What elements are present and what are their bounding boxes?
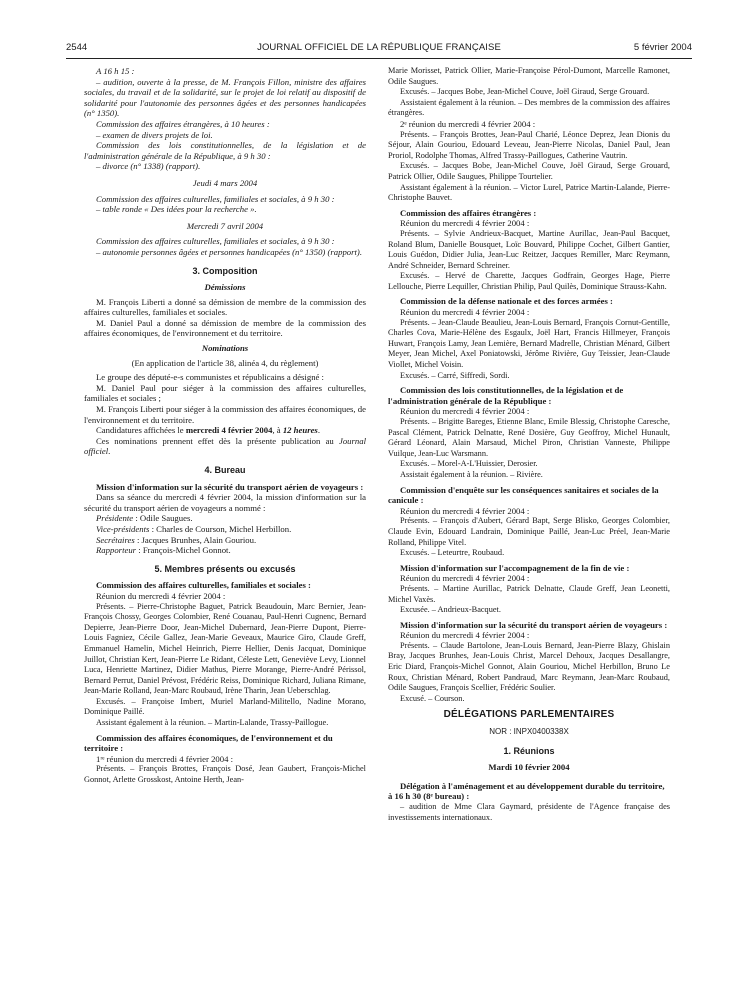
meeting-line: Réunion du mercredi 4 février 2004 : (400, 630, 530, 641)
also-present: Assistait également à la réunion. – Rivière. (400, 469, 543, 479)
paragraph: Présidente : Odile Saugues. (96, 513, 193, 524)
meeting-line: Réunion du mercredi 4 février 2004 : (400, 573, 530, 584)
paragraph: M. Daniel Paul a donné sa démission de membre de la commission des affaires économiques, de l'environnement et du territoire. (84, 317, 366, 339)
excused: Excusés. – Françoise Imbert, Muriel Marland-Militello, Nadine Morano, Dominique Paillé. (84, 696, 366, 717)
meeting-line: Réunion du mercredi 4 février 2004 : (400, 406, 530, 417)
excused: Excusés. – Jacques Bobe, Jean-Michel Couve, Joël Giraud, Serge Grouard. (400, 87, 650, 97)
attendees: Présents. – Jean-Claude Beaulieu, Jean-Louis Bernard, François Cornut-Gentille, Charles Cova, Marie-Hélène des Esgaulx, Joël Hart, Francis Hillmeyer, François Huwart, François Lamy, Jean Lemière, Bernard Madrelle, Christian Ménard, Gilbert Meyer, Jean Michel, Axel Poniatowski, Jérôme Rivière, Guy Teissier, Jean-Claude Viollet, Michel Voisin. (388, 317, 670, 370)
excused: Excusés. – Carré, Siffredi, Sordi. (400, 370, 510, 380)
paragraph: Secrétaires : Jacques Brunhes, Alain Gouriou. (96, 534, 257, 545)
section-heading: 5. Membres présents ou excusés (154, 563, 296, 574)
attendees: Présents. – Brigitte Bareges, Etienne Blanc, Emile Blessig, Christophe Caresche, Pascal Clément, Patrick Delnatte, René Dosière, Guy Geoffroy, Michel Hunault, Gérard Léonard, Alain Marsaud, Michel Piron, Christian Vanneste, Philippe Vuilque, Jean-Luc Warsmann. (388, 417, 670, 458)
attendees: Marie Morisset, Patrick Ollier, Marie-Françoise Pérol-Dumont, Marcelle Ramonet, Odile Saugues. (388, 66, 670, 86)
meeting-line: 1ʳᵉ réunion du mercredi 4 février 2004 : (96, 753, 234, 764)
subsection-heading: Nominations (201, 343, 249, 354)
attendees: Présents. – François Brottes, François Dosé, Jean Gaubert, François-Michel Gonnot, Arlette Grosskost, Antoine Herth, Jean- (84, 764, 366, 785)
commission-line: Commission des affaires culturelles, familiales et sociales, à 9 h 30 : (96, 236, 335, 247)
delegations-heading: DÉLÉGATIONS PARLEMENTAIRES (443, 709, 615, 721)
mission-heading: Mission d'information sur l'accompagnement de la fin de vie : (400, 562, 630, 573)
mission-heading: Mission d'information sur la sécurité du transport aérien de voyageurs : (400, 619, 668, 630)
paragraph: Dans sa séance du mercredi 4 février 2004, la mission d'information sur la sécurité du transport aérien de voyageurs a nommé : (84, 492, 366, 513)
meeting-line: Réunion du mercredi 4 février 2004 : (400, 218, 530, 229)
paragraph: Candidatures affichées le mercredi 4 février 2004, à 12 heures. (96, 425, 320, 436)
agenda-item: – audition, ouverte à la presse, de M. François Fillon, ministre des affaires sociales, du travail et de la solidarité, sur le projet de loi relatif au dispositif de solidarité pour l'autonomie des personnes âgées et des personnes handicapées (n° 1350). (84, 76, 366, 119)
nor-reference: NOR : INPX0400338X (489, 727, 569, 737)
agenda-item: – audition de Mme Clara Gaymard, présidente de l'Agence française des investissements internationaux. (388, 802, 670, 822)
subsection-heading: Démissions (204, 282, 246, 293)
commission-heading: Commission des affaires économiques, de l'environnement et du territoire : (84, 732, 333, 754)
paragraph: Le groupe des député-e-s communistes et républicains a désigné : (96, 372, 324, 383)
attendees: Présents. – François Brottes, Jean-Paul Charié, Léonce Deprez, Jean Dionis du Séjour, Alain Gouriou, Edouard Leveau, Jean-Pierre Nicolas, Daniel Paul, Jean Proriol, Rodolphe Thomas, Alfred Trassy-Paillogues, Catherine Vautrin. (388, 129, 670, 160)
commission-heading: Commission de la défense nationale et des forces armées : (400, 296, 613, 307)
attendees: Présents. – Martine Aurillac, Patrick Delnatte, Claude Greff, Jean Leonetti, Michel Vaxès. (388, 583, 670, 604)
journal-title: JOURNAL OFFICIEL DE LA RÉPUBLIQUE FRANÇAISE (257, 42, 501, 53)
date-heading: Mardi 10 février 2004 (488, 762, 570, 773)
excused: Excusés. – Leteurtre, Roubaud. (400, 548, 505, 558)
section-heading: 4. Bureau (204, 465, 246, 475)
page-header (66, 42, 692, 56)
paragraph: M. François Liberti a donné sa démission de membre de la commission des affaires culturelles, familiales et sociales. (84, 296, 366, 318)
paragraph: Vice-présidents : Charles de Courson, Michel Herbillon. (96, 523, 292, 534)
page-number: 2544 (66, 42, 88, 53)
right-column (388, 66, 670, 823)
paragraph: M. François Liberti pour siéger à la commission des affaires économiques, de l'environnement et du territoire. (84, 404, 366, 425)
commission-line: Commission des lois constitutionnelles, de la législation et de l'administration générale de la République, à 9 h 30 : (84, 140, 366, 161)
meeting-line: Réunion du mercredi 4 février 2004 : (400, 505, 530, 516)
header-rule (66, 58, 692, 59)
commission-heading: Commission des lois constitutionnelles, de la législation et de l'administration générale de la République : (388, 385, 624, 406)
excused: Excusés. – Jacques Bobe, Jean-Michel Couve, Joël Giraud, Serge Grouard, Patrick Ollier, Odile Saugues, Philippe Tourtelier. (388, 161, 670, 181)
also-present: Assistaient également à la réunion. – Des membres de la commission des affaires étrangères. (388, 97, 670, 118)
commission-line: Commission des affaires étrangères, à 10 heures : (96, 118, 270, 129)
time-line: A 16 h 15 : (96, 66, 135, 76)
delegation-heading: Délégation à l'aménagement et au développement durable du territoire, à 16 h 30 (8ᵉ bureau) : (388, 780, 665, 802)
left-column (84, 66, 366, 786)
meeting-line: Réunion du mercredi 4 février 2004 : (96, 590, 226, 601)
commission-heading: Commission d'enquête sur les conséquences sanitaires et sociales de la canicule : (388, 484, 659, 506)
commission-line: Commission des affaires culturelles, familiales et sociales, à 9 h 30 : (96, 193, 335, 204)
mission-heading: Mission d'information sur la sécurité du transport aérien de voyageurs : (96, 481, 364, 492)
commission-heading: Commission des affaires étrangères : (400, 207, 537, 218)
issue-date: 5 février 2004 (633, 42, 692, 53)
paragraph: (En application de l'article 38, alinéa 4, du règlement) (131, 357, 319, 368)
attendees: Présents. – François d'Aubert, Gérard Bapt, Serge Blisko, Georges Colombier, Claude Evin, Edouard Landrain, Dominique Paillé, Jean-Luc Préel, Jean-Marie Rolland, Philippe Vitel. (388, 516, 670, 547)
excused: Excusés. – Hervé de Charette, Jacques Godfrain, Georges Hage, Pierre Lellouche, Pierre Lequiller, Christian Philip, Paul Quilès, Dominique Strauss-Kahn. (388, 271, 670, 291)
section-heading: 3. Composition (192, 265, 258, 276)
agenda-item: – examen de divers projets de loi. (96, 129, 213, 140)
agenda-item: – table ronde « Des idées pour la recherche ». (96, 204, 257, 215)
also-present: Assistant également à la réunion. – Victor Lurel, Patrice Martin-Lalande, Pierre-Christophe Bauvet. (388, 182, 670, 203)
paragraph: Ces nominations prennent effet dès la présente publication au Journal officiel. (84, 435, 366, 457)
attendees: Présents. – Pierre-Christophe Baguet, Patrick Beaudouin, Marc Bernier, Jean-François Chossy, Georges Colombier, René Couanau, Paul-Henri Cugnenc, Bernard Depierre, Jean-Pierre Door, Jean-Michel Dubernard, Jean-Pierre Dupont, Pierre-Louis Fagniez, Cécile Gallez, Jean-Marie Geveaux, Maurice Giro, Claude Greff, Emmanuel Hamelin, Michel Heinrich, Pierre Hellier, Denis Jacquat, Dominique Juillot, Christian Kert, Jean-Pierre Le Ridant, Céleste Lett, Geneviève Levy, Lionnel Luca, Henriette Martinez, Didier Mathus, Pierre Morange, Pierre-André Périssol, Bernard Perrut, Daniel Prévost, Frédéric Reiss, Dominique Richard, Juliana Rimane, Jean-Marie Rolland, Jean-Marc Roubaud, Irène Tharin, Jean Ueberschlag. (84, 601, 366, 696)
paragraph: M. Daniel Paul pour siéger à la commission des affaires culturelles, familiales et sociales ; (84, 382, 366, 404)
date-heading: Mercredi 7 avril 2004 (186, 220, 264, 231)
paragraph: Rapporteur : François-Michel Gonnot. (96, 545, 231, 556)
also-present: Assistant également à la réunion. – Martin-Lalande, Trassy-Paillogue. (96, 718, 329, 728)
commission-heading: Commission des affaires culturelles, familiales et sociales : (96, 580, 311, 591)
meeting-line: Réunion du mercredi 4 février 2004 : (400, 307, 530, 318)
section-heading: 1. Réunions (503, 745, 555, 756)
attendees: Présents. – Claude Bartolone, Jean-Louis Bernard, Jean-Pierre Blazy, Ghislain Bray, Jacques Brunhes, Jean-Louis Christ, Marcel Dehoux, Jacques Desallangre, Eric Diard, François-Michel Gonnot, Alain Gouriou, Michel Herbillon, Bruno Le Roux, Christian Ménard, Robert Pandraud, Marc Reymann, Jean-Marc Roubaud, Odile Saugues, François Scellier, Frédéric Soulier. (388, 640, 670, 693)
attendees: Présents. – Sylvie Andrieux-Bacquet, Martine Aurillac, Jean-Paul Bacquet, Roland Blum, Danielle Bousquet, Loïc Bouvard, Philippe Cochet, Gilbert Gantier, Louis Guédon, Didier Julia, Jean-Luc Reitzer, Jacques Remiller, Marc Reymann, André Schneider, Bernard Schreiner. (388, 228, 670, 270)
excused: Excusée. – Andrieux-Bacquet. (400, 605, 501, 615)
excused: Excusé. – Courson. (400, 693, 465, 703)
meeting-line: 2ᵉ réunion du mercredi 4 février 2004 : (400, 118, 536, 129)
date-heading: Jeudi 4 mars 2004 (192, 177, 258, 188)
excused: Excusés. – Morel-A-L'Huissier, Derosier. (400, 459, 538, 469)
agenda-item: – divorce (n° 1338) (rapport). (96, 161, 201, 172)
agenda-item: – autonomie personnes âgées et personnes handicapées (n° 1350) (rapport). (96, 246, 362, 257)
